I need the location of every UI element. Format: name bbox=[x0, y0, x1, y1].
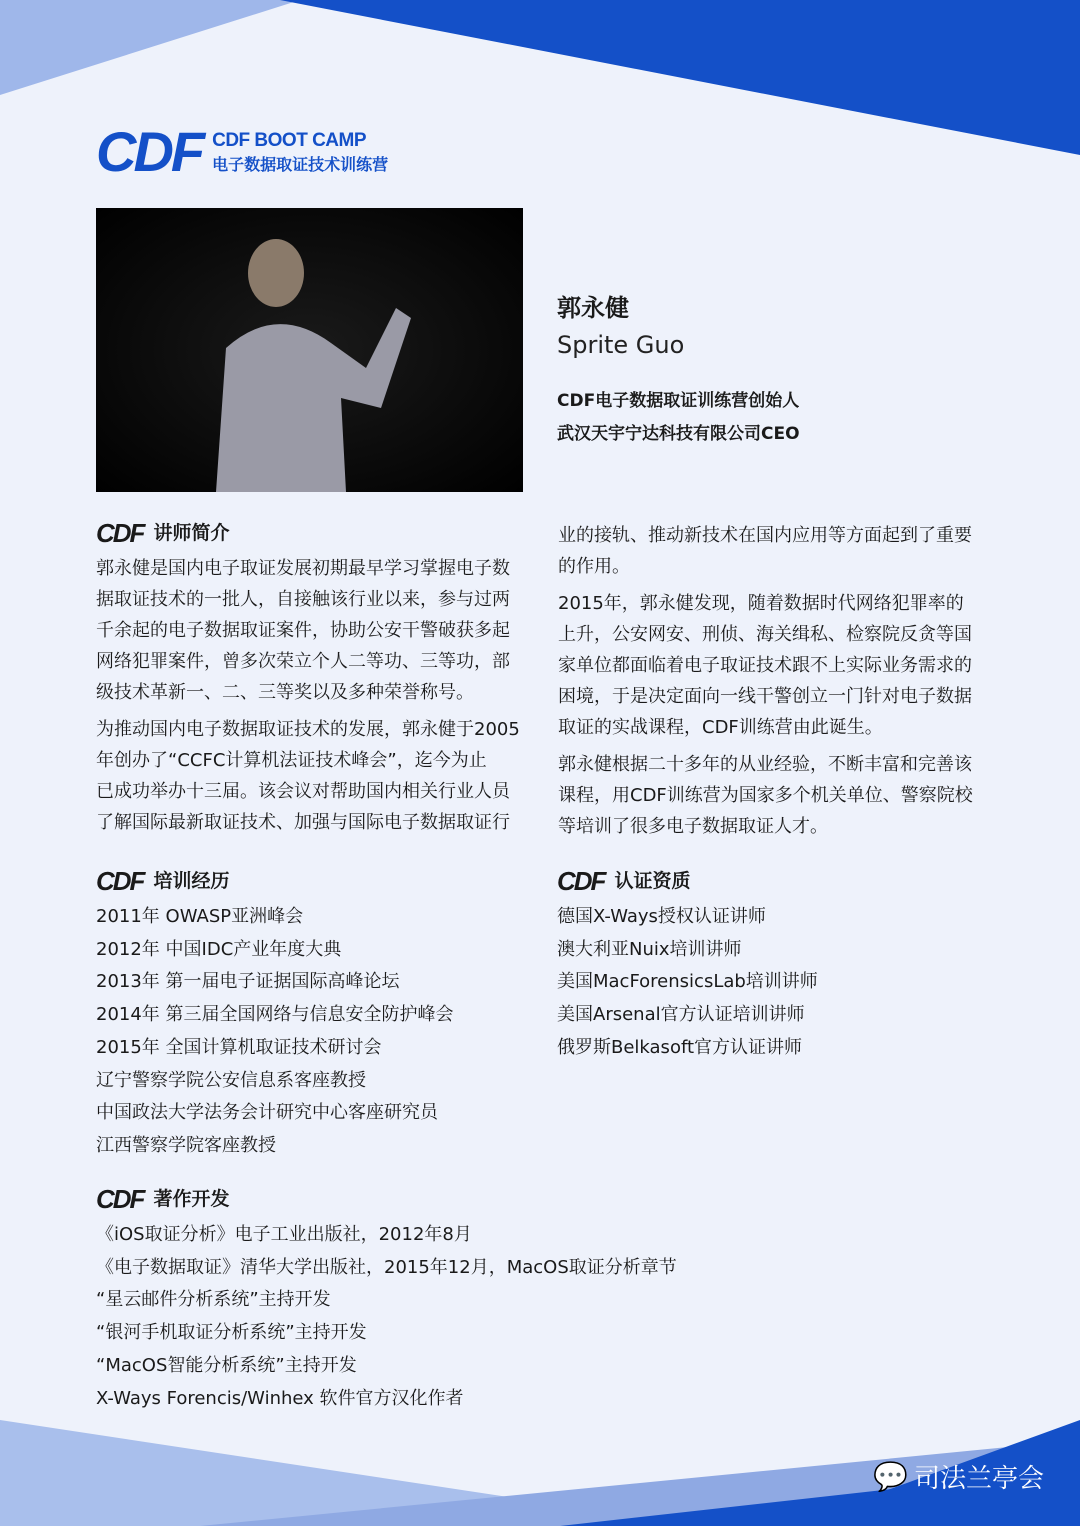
section-logo: CDF bbox=[96, 518, 144, 548]
list-item: 《iOS取证分析》电子工业出版社，2012年8月 bbox=[96, 1224, 472, 1245]
list-item: X-Ways Forencis/Winhex 软件官方汉化作者 bbox=[96, 1387, 464, 1409]
speaker-role: CDF电子数据取证训练营创始人 bbox=[557, 391, 800, 411]
section-title: 认证资质 bbox=[614, 870, 691, 892]
list-item: “MacOS智能分析系统”主持开发 bbox=[96, 1354, 357, 1376]
paragraph bbox=[558, 749, 973, 842]
paragraph bbox=[558, 520, 973, 582]
speaker-role: 武汉天宇宁达科技有限公司CEO bbox=[557, 424, 800, 444]
works-section bbox=[96, 1184, 677, 1415]
list-item: 2012年 中国IDC产业年度大典 bbox=[96, 938, 342, 960]
list-item: 江西警察学院客座教授 bbox=[96, 1134, 276, 1156]
paragraph-line: 据取证技术的一批人，自接触该行业以来，参与过两 bbox=[96, 589, 510, 610]
paragraph-line: 郭永健根据二十多年的从业经验，不断丰富和完善该 bbox=[558, 754, 972, 775]
section-title: 培训经历 bbox=[153, 870, 230, 892]
bio-section bbox=[96, 518, 520, 844]
logo-en: CDF BOOT CAMP bbox=[212, 129, 367, 151]
certs-section bbox=[557, 866, 818, 1065]
section-logo: CDF bbox=[96, 866, 144, 896]
speaker-info bbox=[557, 288, 800, 451]
cdf-logo bbox=[96, 120, 389, 183]
section-logo: CDF bbox=[96, 1184, 144, 1214]
training-section bbox=[96, 866, 454, 1163]
paragraph-line: 级技术革新一、二、三等奖以及多种荣誉称号。 bbox=[96, 682, 474, 703]
paragraph-line: 郭永健是国内电子取证发展初期最早学习掌握电子数 bbox=[96, 558, 510, 579]
list-item: “银河手机取证分析系统”主持开发 bbox=[96, 1322, 367, 1344]
list-item: 美国MacForensicsLab培训讲师 bbox=[557, 971, 818, 993]
paragraph-line: 家单位都面临着电子取证技术跟不上实际业务需求的 bbox=[558, 655, 972, 676]
paragraph-line: 等培训了很多电子数据取证人才。 bbox=[558, 816, 828, 837]
paragraph-line: 年创办了“CCFC计算机法证技术峰会”，迄今为止 bbox=[96, 750, 487, 771]
list-item: 《电子数据取证》清华大学出版社，2015年12月，MacOS取证分析章节 bbox=[96, 1256, 677, 1278]
paragraph-line: 上升，公安网安、刑侦、海关缉私、检察院反贪等国 bbox=[558, 624, 972, 645]
watermark bbox=[873, 1458, 1044, 1495]
list-item: 澳大利亚Nuix培训讲师 bbox=[557, 938, 742, 960]
paragraph-line: 取证的实战课程，CDF训练营由此诞生。 bbox=[558, 717, 883, 738]
list-item: 德国X-Ways授权认证讲师 bbox=[557, 906, 766, 927]
paragraph-line: 2015年，郭永健发现，随着数据时代网络犯罪率的 bbox=[558, 593, 964, 614]
paragraph-line: 业的接轨、推动新技术在国内应用等方面起到了重要 bbox=[558, 525, 972, 546]
list-item: 辽宁警察学院公安信息系客座教授 bbox=[96, 1069, 366, 1091]
list-item: “星云邮件分析系统”主持开发 bbox=[96, 1289, 331, 1311]
speaker-name-en: Sprite Guo bbox=[557, 331, 685, 359]
section-title: 著作开发 bbox=[153, 1188, 230, 1210]
list-item: 2014年 第三届全国网络与信息安全防护峰会 bbox=[96, 1004, 454, 1026]
paragraph-line: 千余起的电子数据取证案件，协助公安干警破获多起 bbox=[96, 620, 510, 641]
list-item: 俄罗斯Belkasoft官方认证讲师 bbox=[557, 1036, 803, 1058]
paragraph bbox=[96, 553, 520, 708]
section-logo: CDF bbox=[557, 866, 605, 896]
paragraph-line: 困境，于是决定面向一线干警创立一门针对电子数据 bbox=[558, 686, 972, 707]
paragraph-line: 网络犯罪案件，曾多次荣立个人二等功、三等功，部 bbox=[96, 651, 510, 672]
list-item: 2013年 第一届电子证据国际高峰论坛 bbox=[96, 971, 400, 993]
list-item: 中国政法大学法务会计研究中心客座研究员 bbox=[96, 1102, 438, 1124]
watermark-text: 司法兰亭会 bbox=[913, 1464, 1044, 1494]
paragraph-line: 已成功举办十三届。该会议对帮助国内相关行业人员 bbox=[96, 781, 510, 802]
wechat-icon: 💬 bbox=[873, 1460, 908, 1493]
list-item: 2015年 全国计算机取证技术研讨会 bbox=[96, 1036, 382, 1058]
paragraph bbox=[96, 714, 520, 838]
paragraph-line: 为推动国内电子数据取证技术的发展，郭永健于2005 bbox=[96, 719, 520, 740]
bio-continued bbox=[558, 520, 973, 848]
logo-mark: CDF bbox=[96, 120, 203, 183]
paragraph-line: 了解国际最新取证技术、加强与国际电子数据取证行 bbox=[96, 812, 510, 833]
logo-cn: 电子数据取证技术训练营 bbox=[212, 154, 389, 174]
section-title: 讲师简介 bbox=[153, 522, 230, 544]
list-item: 2011年 OWASP亚洲峰会 bbox=[96, 906, 304, 927]
paragraph-line: 课程，用CDF训练营为国家多个机关单位、警察院校 bbox=[558, 785, 973, 806]
speaker-name-cn: 郭永健 bbox=[557, 294, 629, 322]
list-item: 美国Arsenal官方认证培训讲师 bbox=[557, 1004, 805, 1026]
paragraph-line: 的作用。 bbox=[558, 556, 630, 577]
paragraph bbox=[558, 588, 973, 743]
speaker-photo bbox=[96, 208, 523, 492]
